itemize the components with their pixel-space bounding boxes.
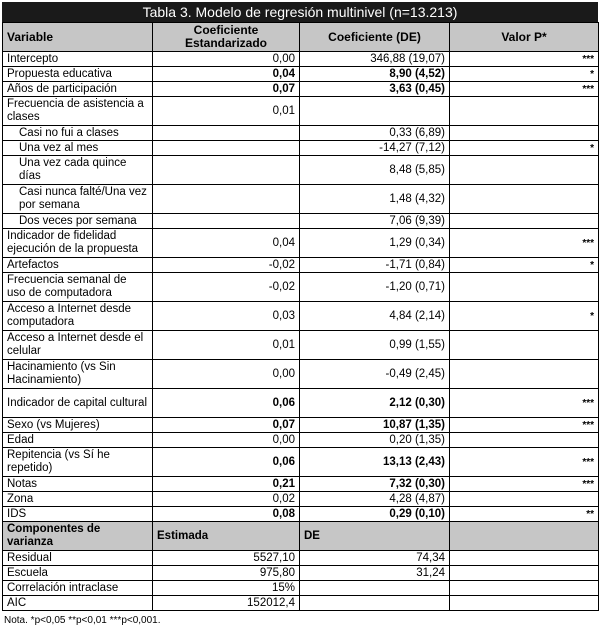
row-coef-std [153, 126, 300, 141]
row-p-value [450, 97, 599, 126]
row-label: Casi nunca falté/Una vez por semana [3, 185, 153, 214]
row-coef-de: 346,88 (19,07) [300, 52, 450, 67]
component-empty [450, 596, 599, 611]
table-title: Tabla 3. Modelo de regresión multinivel (n=13.213) [2, 2, 598, 22]
component-de [300, 596, 450, 611]
row-coef-de: 10,87 (1,35) [300, 418, 450, 433]
table-row [3, 156, 599, 185]
table-row [3, 97, 599, 126]
components-row [3, 581, 599, 596]
table-note: Nota. *p<0,05 **p<0,01 ***p<0,001. [4, 615, 161, 626]
row-p-value: *** [450, 448, 599, 477]
row-coef-std: 0,00 [153, 433, 300, 448]
row-p-value [450, 360, 599, 389]
row-coef-std: 0,00 [153, 52, 300, 67]
row-coef-std: 0,04 [153, 229, 300, 258]
row-coef-de: 0,33 (6,89) [300, 126, 450, 141]
row-coef-de: 1,48 (4,32) [300, 185, 450, 214]
row-coef-de: 8,90 (4,52) [300, 67, 450, 82]
row-p-value [450, 273, 599, 302]
components-header-row [3, 522, 599, 551]
row-p-value [450, 492, 599, 507]
row-label: Intercepto [3, 52, 153, 67]
component-estimada: 5527,10 [153, 551, 300, 566]
table-row [3, 360, 599, 389]
component-label: Correlación intraclase [3, 581, 153, 596]
row-coef-std: -0,02 [153, 258, 300, 273]
row-coef-de: 4,28 (4,87) [300, 492, 450, 507]
components-header-de: DE [300, 522, 450, 551]
row-coef-std: 0,00 [153, 360, 300, 389]
table-row [3, 433, 599, 448]
row-coef-de [300, 97, 450, 126]
row-p-value: * [450, 67, 599, 82]
row-coef-de: -0,49 (2,45) [300, 360, 450, 389]
row-label: Frecuencia de asistencia a clases [3, 97, 153, 126]
table-row [3, 448, 599, 477]
row-p-value: *** [450, 418, 599, 433]
table-row [3, 389, 599, 418]
component-estimada: 152012,4 [153, 596, 300, 611]
row-coef-std: -0,02 [153, 273, 300, 302]
row-coef-std: 0,02 [153, 492, 300, 507]
row-label: Indicador de capital cultural [3, 389, 153, 418]
row-label: Frecuencia semanal de uso de computadora [3, 273, 153, 302]
table-row [3, 67, 599, 82]
row-coef-de: 7,06 (9,39) [300, 214, 450, 229]
row-p-value: *** [450, 82, 599, 97]
row-coef-std [153, 185, 300, 214]
table-row [3, 418, 599, 433]
row-label: Propuesta educativa [3, 67, 153, 82]
row-coef-de: 0,99 (1,55) [300, 331, 450, 360]
table-row [3, 185, 599, 214]
row-coef-std: 0,06 [153, 448, 300, 477]
row-p-value: ** [450, 507, 599, 522]
row-p-value: *** [450, 389, 599, 418]
regression-table [2, 22, 599, 611]
component-estimada: 975,80 [153, 566, 300, 581]
header-coef-de: Coeficiente (DE) [300, 23, 450, 52]
row-label: Una vez cada quince días [3, 156, 153, 185]
component-empty [450, 566, 599, 581]
header-coef-std: Coeficiente Estandarizado [153, 23, 300, 52]
table-row [3, 258, 599, 273]
row-coef-std [153, 141, 300, 156]
row-p-value [450, 156, 599, 185]
row-coef-de: 4,84 (2,14) [300, 302, 450, 331]
row-coef-de: 8,48 (5,85) [300, 156, 450, 185]
row-coef-de: 0,20 (1,35) [300, 433, 450, 448]
table-row [3, 82, 599, 97]
row-coef-de: 7,32 (0,30) [300, 477, 450, 492]
component-estimada: 15% [153, 581, 300, 596]
row-label: Una vez al mes [3, 141, 153, 156]
row-label: IDS [3, 507, 153, 522]
row-coef-std [153, 156, 300, 185]
row-label: Dos veces por semana [3, 214, 153, 229]
row-coef-de: 1,29 (0,34) [300, 229, 450, 258]
components-header-empty [450, 522, 599, 551]
row-coef-de: 0,29 (0,10) [300, 507, 450, 522]
table-row [3, 331, 599, 360]
row-coef-de: -14,27 (7,12) [300, 141, 450, 156]
row-coef-std: 0,08 [153, 507, 300, 522]
row-coef-de: -1,20 (0,71) [300, 273, 450, 302]
row-p-value: * [450, 141, 599, 156]
row-p-value [450, 185, 599, 214]
component-de: 31,24 [300, 566, 450, 581]
row-label: Hacinamiento (vs Sin Hacinamiento) [3, 360, 153, 389]
table-row [3, 302, 599, 331]
header-variable: Variable [3, 23, 153, 52]
table-row [3, 273, 599, 302]
header-valor-p: Valor P* [450, 23, 599, 52]
row-label: Artefactos [3, 258, 153, 273]
component-empty [450, 551, 599, 566]
components-row [3, 551, 599, 566]
row-p-value [450, 214, 599, 229]
table-row [3, 492, 599, 507]
row-label: Edad [3, 433, 153, 448]
row-p-value [450, 433, 599, 448]
table-body [3, 52, 599, 522]
row-label: Sexo (vs Mujeres) [3, 418, 153, 433]
component-empty [450, 581, 599, 596]
row-label: Indicador de fidelidad ejecución de la propuesta [3, 229, 153, 258]
row-label: Acceso a Internet desde computadora [3, 302, 153, 331]
table-row [3, 477, 599, 492]
row-label: Notas [3, 477, 153, 492]
row-label: Acceso a Internet desde el celular [3, 331, 153, 360]
components-header-label: Componentes de varianza [3, 522, 153, 551]
variance-components [3, 522, 599, 611]
row-coef-de: 2,12 (0,30) [300, 389, 450, 418]
components-row [3, 566, 599, 581]
row-p-value [450, 331, 599, 360]
table-row [3, 229, 599, 258]
table-row [3, 507, 599, 522]
row-label: Repitencia (vs Sí he repetido) [3, 448, 153, 477]
row-coef-de: 13,13 (2,43) [300, 448, 450, 477]
row-coef-std: 0,07 [153, 418, 300, 433]
component-label: Residual [3, 551, 153, 566]
row-p-value [450, 126, 599, 141]
row-p-value: *** [450, 229, 599, 258]
row-label: Zona [3, 492, 153, 507]
row-coef-de: -1,71 (0,84) [300, 258, 450, 273]
row-p-value: *** [450, 52, 599, 67]
row-coef-std: 0,07 [153, 82, 300, 97]
row-p-value: * [450, 258, 599, 273]
component-de: 74,34 [300, 551, 450, 566]
row-label: Casi no fui a clases [3, 126, 153, 141]
row-p-value: * [450, 302, 599, 331]
component-label: Escuela [3, 566, 153, 581]
row-coef-std: 0,03 [153, 302, 300, 331]
component-de [300, 581, 450, 596]
table-row [3, 126, 599, 141]
table-row [3, 214, 599, 229]
row-coef-std [153, 214, 300, 229]
row-coef-std: 0,06 [153, 389, 300, 418]
table-row [3, 52, 599, 67]
row-label: Años de participación [3, 82, 153, 97]
row-coef-std: 0,21 [153, 477, 300, 492]
components-row [3, 596, 599, 611]
components-header-estimada: Estimada [153, 522, 300, 551]
table-row [3, 141, 599, 156]
component-label: AIC [3, 596, 153, 611]
row-coef-std: 0,04 [153, 67, 300, 82]
table-container [2, 2, 598, 626]
row-coef-std: 0,01 [153, 331, 300, 360]
row-coef-de: 3,63 (0,45) [300, 82, 450, 97]
header-row [3, 23, 599, 52]
row-coef-std: 0,01 [153, 97, 300, 126]
row-p-value: *** [450, 477, 599, 492]
